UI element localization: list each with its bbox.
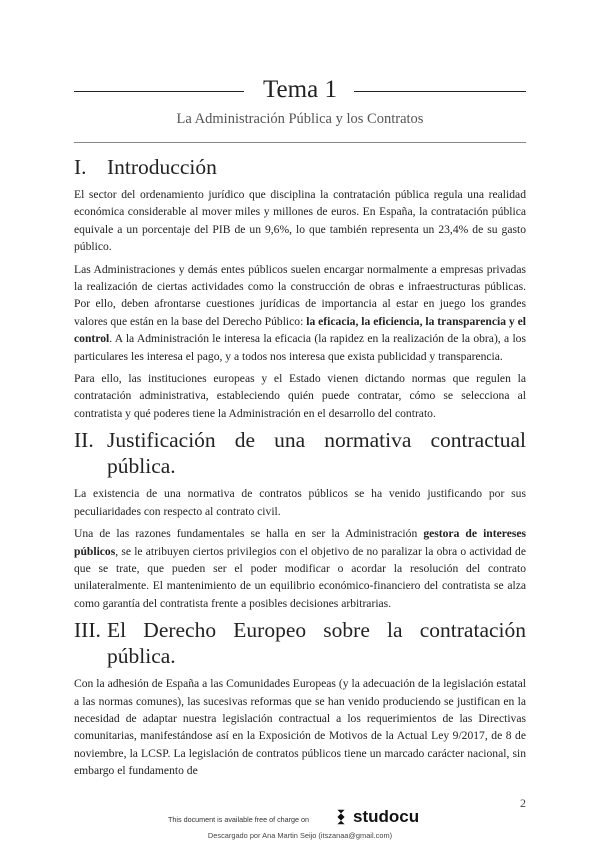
section-heading-introduccion: [74, 154, 526, 180]
page-number: 2: [520, 796, 526, 810]
chapter-header: [74, 73, 526, 133]
document-body: [74, 150, 526, 785]
paragraph: La existencia de una normativa de contratos públicos se ha venido justificando por sus peculiaridades con respecto al contrato civil.: [74, 487, 526, 518]
paragraph-bold-text: la eficacia, la eficiencia, la transparencia y el control: [74, 314, 526, 346]
section-title: Justificación de una normativa contractual pública.: [107, 428, 526, 479]
section-title: Introducción: [107, 155, 217, 179]
header-rule-right: [354, 91, 526, 92]
section-heading-derecho-europeo: [74, 617, 526, 669]
paragraph: Con la adhesión de España a las Comunidades Europeas (y la adecuación de la legislación estatal a las normas comunes), las sucesivas reformas que se han venido produciendo se justifican en la necesidad de adaptar nuestra legislación contractual a los requerimientos de las Directivas comunitarias, manifestándose así en la Exposición de Motivos de la Actual Ley 9/2017, de 8 de noviembre, la LCSP. La legislación de contratos públicos tiene un marcado carácter nacional, sin embargo el fundamento de: [74, 677, 526, 778]
section-title: El Derecho Europeo sobre la contratación pública.: [107, 618, 526, 669]
chapter-title: Tema 1: [263, 76, 337, 103]
paragraph-text: Las Administraciones y demás entes públicos suelen encargar normalmente a empresas privadas la realización de ciertas actividades como la construcción de obras e infraestructuras públicas. Por ello, deben afrontarse cuestiones jurídicas de importancia al estar en juego los grandes valores que están en la base del Derecho Público:: [74, 262, 526, 328]
download-attribution: Descargado por Ana Martin Seijo (itszanaa@gmail.com): [207, 831, 393, 840]
paragraph: Para ello, las instituciones europeas y el Estado vienen dictando normas que regulen la contratación administrativa, estableciendo quién puede contratar, cómo se selecciona al contratista y qué poderes tiene la Administración en el desarrollo del contrato.: [74, 372, 526, 420]
section-heading-justificacion: [74, 427, 526, 479]
footer: [0, 804, 600, 848]
footer-note: This document is available free of charge on: [168, 815, 310, 824]
section-number: I.: [74, 155, 87, 179]
paragraph: [74, 525, 526, 612]
paragraph-text: , se le atribuyen ciertos privilegios con el objetivo de no paralizar la obra o actividad de que se trate, que pueden ser el poder modificar o acordar la resolución del contrato unilateralmente. El mantenimiento de un equilibrio económico-financiero del contratista se alza como garantía del contratista frente a posibles decisiones arbitrarias.: [74, 544, 526, 610]
paragraph-text: . A la Administración le interesa la eficacia (la rapidez en la realización de la obra), a los particulares les interesa el pago, y a todos nos interesa que exista publicidad y transparencia.: [74, 332, 526, 363]
section-number: II.: [74, 428, 94, 453]
header-rule-bottom: [74, 142, 526, 143]
studocu-logo-icon: [332, 808, 350, 826]
studocu-brand: studocu: [353, 807, 420, 826]
paragraph-text: Una de las razones fundamentales se halla en ser la Administración: [74, 527, 424, 541]
chapter-subtitle: La Administración Pública y los Contratos: [176, 111, 424, 127]
paragraph: El sector del ordenamiento jurídico que disciplina la contratación pública regula una realidad económica considerable al mover miles y millones de euros. En España, la contratación pública equivale a un porcentaje del PIB de un 9,6%, lo que también representa un 23,4% de su gasto público.: [74, 188, 526, 254]
paragraph-bold-text: gestora de intereses públicos: [74, 527, 527, 558]
paragraph: [74, 261, 526, 365]
section-number: III.: [74, 618, 101, 643]
studocu-logo[interactable]: [332, 806, 419, 828]
